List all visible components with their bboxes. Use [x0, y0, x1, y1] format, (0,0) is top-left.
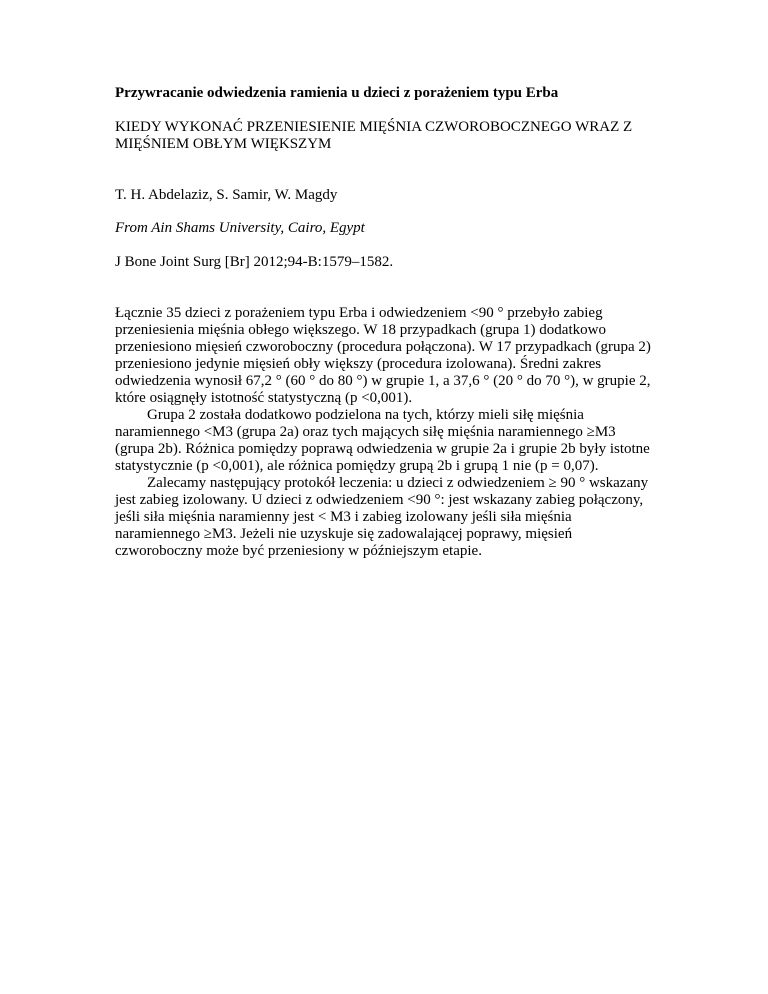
- article-authors: T. H. Abdelaziz, S. Samir, W. Magdy: [115, 187, 338, 203]
- abstract-paragraph: Łącznie 35 dzieci z porażeniem typu Erba i odwiedzeniem <90 ° przebyło zabieg przeniesienia mięśnia obłego większego. W 18 przypadkach (grupa 1) dodatkowo przeniesiono mięsień czworoboczny (procedura połączona). W 17 przypadkach (grupa 2) przeniesiono jedynie mięsień obły większy (procedura izolowana). Średni zakres odwiedzenia wynosił 67,2 ° (60 ° do 80 °) w grupie 1, a 37,6 ° (20 ° do 70 °), w grupie 2, które osiągnęły istotność statystyczną (p <0,001).: [115, 305, 651, 406]
- abstract-paragraph: Zalecamy następujący protokół leczenia: u dzieci z odwiedzeniem ≥ 90 ° wskazany jest zabieg izolowany. U dzieci z odwiedzeniem <90 °: jest wskazany zabieg połączony, jeśli siła mięśnia naramienny jest < M3 i zabieg izolowany jeśli siła mięśnia naramiennego ≥M3. Jeżeli nie uzyskuje się zadowalającej poprawy, mięsień czworoboczny może być przeniesiony w późniejszym etapie.: [115, 475, 649, 559]
- article-citation: J Bone Joint Surg [Br] 2012;94-B:1579–1582.: [115, 254, 394, 270]
- article-title: Przywracanie odwiedzenia ramienia u dzieci z porażeniem typu Erba: [115, 85, 559, 101]
- article-affiliation: From Ain Shams University, Cairo, Egypt: [115, 220, 365, 236]
- article-subtitle: KIEDY WYKONAĆ PRZENIESIENIE MIĘŚNIA CZWOROBOCZNEGO WRAZ Z MIĘŚNIEM OBŁYM WIĘKSZYM: [115, 119, 633, 152]
- abstract-body: [115, 305, 655, 560]
- abstract-paragraph: Grupa 2 została dodatkowo podzielona na tych, którzy mieli siłę mięśnia naramiennego <M3 (grupa 2a) oraz tych mających siłę mięśnia naramiennego ≥M3 (grupa 2b). Różnica pomiędzy poprawą odwiedzenia w grupie 2a i grupie 2b były istotne statystycznie (p <0,001), ale różnica pomiędzy grupą 2b i grupą 1 nie (p = 0,07).: [115, 407, 650, 474]
